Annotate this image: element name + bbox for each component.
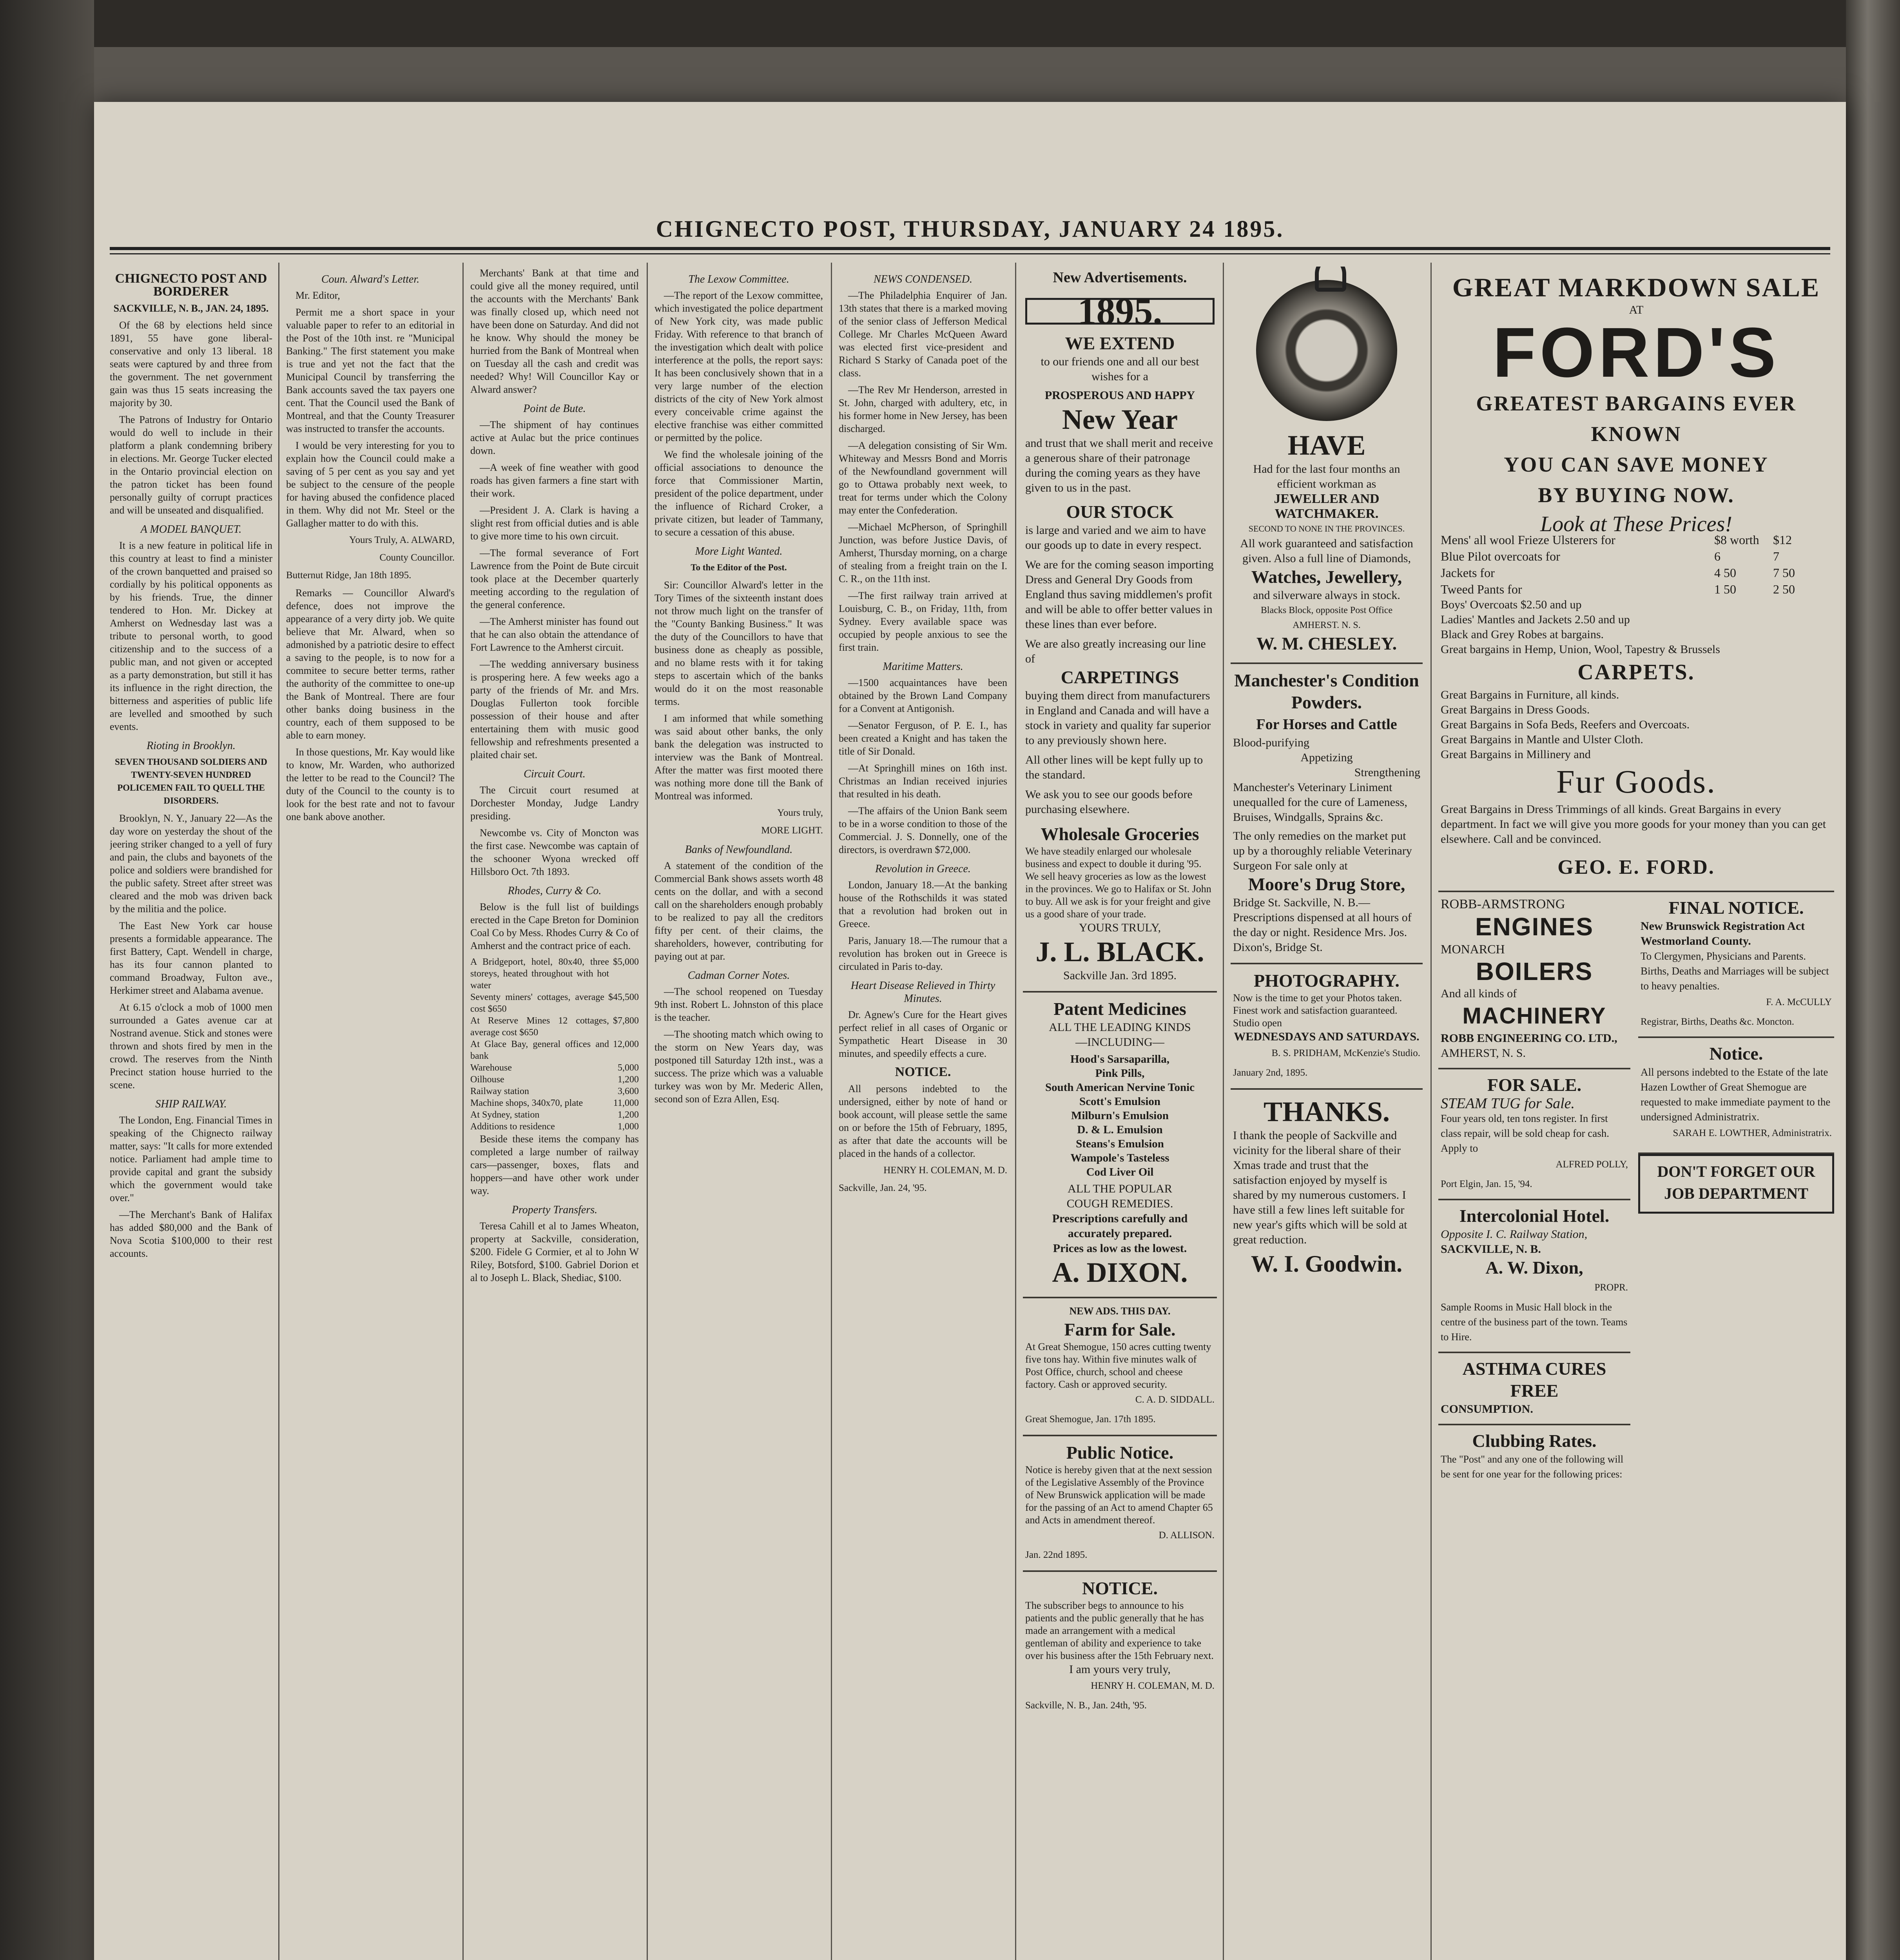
salutation: Mr. Editor, [296, 290, 340, 301]
article-paragraph: —The shooting match which owing to the storm on New Years day, was postponed till Saturday 12th inst., was a success. The prize which was a valuable turkey was won by Mr. Mederic Allen, second son of Ezra Allen, Esq. [654, 1029, 823, 1105]
trust-text: and trust that we shall merit and receive a generous share of their patronage during the coming years as they have given to us in the past. [1025, 437, 1213, 494]
medicine-item: South American Nervine Tonic [1045, 1081, 1195, 1094]
groceries-text: We have steadily enlarged our wholesale business and expect to double it during '95. We sell heavy groceries as low as the lowest in the provinces. We go to Halifax or St. John to buy. All we ask is for your freight and give us a good share of your trade. [1025, 846, 1211, 920]
article-paragraph: I am informed that while something was said about other banks, the only bank the delegation was instructed to interview was the Bank of Montreal. After the matter was first mooted there was nothing more done till the Bank of Montreal was informed. [654, 713, 823, 802]
article-paragraph: —A week of fine weather with good roads has given farmers a fine start with their work. [470, 462, 639, 499]
article-paragraph: The Patrons of Industry for Ontario would do well to include in their platform a plank condemning bribery in elections. Mr. George Tucker elected in the Ontario provincial election on the patron ticket has been found personally guilty of corrupt practices and will be unseated and disqualified. [110, 414, 272, 516]
price-item: Jackets for [1441, 566, 1495, 580]
cost-item: Warehouse [470, 1063, 512, 1073]
cost-row [470, 1015, 639, 1038]
scan-background-top [0, 0, 1900, 47]
medicines-list [1025, 1052, 1215, 1179]
carpet-text: buying them direct from manufacturers in England and Canada and will have a stock in variety and quality far superior to any previously shown here. [1025, 689, 1211, 747]
dixon-ad [1023, 993, 1217, 1298]
goodwin-ad [1231, 1090, 1423, 1288]
headline-maritime-matters: Maritime Matters. [883, 661, 963, 673]
article-paragraph: London, January 18.—At the banking house of the Rothschilds it was stated that a revolution had broken out in Greece. [839, 879, 1007, 929]
carpet-pre: We are also greatly increasing our line of [1025, 637, 1206, 665]
monarch: MONARCH [1441, 942, 1505, 956]
dont-forget: DON'T FORGET OUR JOB DEPARTMENT [1657, 1163, 1815, 1202]
blacks-block: Blacks Block, opposite Post Office [1260, 605, 1393, 615]
scan-background-left [0, 0, 94, 1960]
masthead-rule [110, 247, 1830, 250]
bargain-item: Great Bargains in Furniture, all kinds. [1441, 688, 1619, 701]
cost-row [470, 1062, 639, 1074]
headline-riot: Rioting in Brooklyn. [147, 740, 236, 752]
proprietor: PROPR. [1594, 1282, 1628, 1293]
hotel-place: SACKVILLE, N. B. [1441, 1243, 1541, 1256]
article-paragraph: —The first railway train arrived at Louisburg, C. B., on Friday, 11th, from Sydney. Every available space was occupied by people anxious to see the first train. [839, 590, 1007, 653]
year-banner: 1895. [1025, 298, 1215, 325]
article-paragraph: All persons indebted to the undersigned, either by note of hand or book account, will please settle the same on or before the 15th of February, 1895, as after that date the accounts will be placed in the hands of a collector. [839, 1083, 1007, 1159]
lower-ads [1438, 892, 1834, 1489]
notice-signature: HENRY H. COLEMAN, M. D. [883, 1165, 1007, 1176]
article-paragraph: The Circuit court resumed at Dorchester Monday, Judge Landry presiding. [470, 784, 639, 822]
paper-title: CHIGNECTO POST AND BORDERER [115, 271, 267, 299]
column-rule [647, 263, 648, 1960]
cost-value: 1,200 [618, 1110, 639, 1120]
chesley-ad [1231, 267, 1423, 664]
liniment: Manchester's Veterinary Liniment unequalled for the cure of Lameness, Bruises, Windgalls, Sprains &c. [1233, 781, 1407, 824]
price-was: 1 50 [1714, 582, 1736, 596]
headline-more-light: More Light Wanted. [695, 545, 783, 557]
strengthening: Strengthening [1354, 766, 1420, 779]
article-paragraph: —A delegation consisting of Sir Wm. Whiteway and Messrs Bond and Morris of the Newfoundland government will go to Ottawa probably next week, to treat for terms under which the Colony may enter the Confederation. [839, 440, 1007, 516]
notice-close: I am yours very truly, [1069, 1663, 1171, 1676]
robb-company: ROBB ENGINEERING CO. LTD., [1441, 1032, 1617, 1045]
article-paragraph: —Senator Ferguson, of P. E. I., has been created a Knight and has taken the title of Sir Donald. [839, 720, 1007, 757]
article-paragraph: Dr. Agnew's Cure for the Heart gives perfect relief in all cases of Organic or Sympathetic Heart Disease in 30 minutes, and speedily effects a cure. [839, 1009, 1007, 1059]
prices: Prices as low as the lowest. [1053, 1242, 1187, 1255]
machinery: MACHINERY [1462, 1003, 1606, 1029]
price-now: 7 [1773, 549, 1779, 563]
price-row [1441, 548, 1832, 564]
photography-ad [1231, 964, 1423, 1090]
article-paragraph: It is a new feature in political life in this country at least to find a minister of the crown banquetted and praised so cordially by his political opponents as by his friends. True, the dinner tendered to Hon. Mr. Dickey at Amherst on Wednesday last was a tribute to personal worth, to good citizenship and to the success of a public man, and not given or accepted as a party demonstration, but still it has its influence in the right direction, the bitterness and asperities of public life are levelled and smoothed by such events. [110, 540, 272, 732]
cost-value: 3,600 [618, 1086, 639, 1096]
notice-signature: HENRY H. COLEMAN, M. D. [1091, 1681, 1215, 1691]
article-paragraph: —1500 acquaintances have been obtained by the Brown Land Company for a Convent at Antigonish. [839, 677, 1007, 714]
article-paragraph: Brooklyn, N. Y., January 22—As the day wore on yesterday the shout of the jeering striker changed to a yell of fury and pain, the clubs and bayonets of the police and soldiers were brandished for the public safety. Street after street was cleared and the mob was driven back by the militia and the police. [110, 813, 272, 915]
estate-notice-ad [1638, 1038, 1834, 1154]
final-notice: FINAL NOTICE. [1668, 898, 1804, 918]
cough-remedies: COUGH REMEDIES. [1066, 1197, 1173, 1210]
cost-item: At Glace Bay, general offices and bank [470, 1039, 609, 1061]
cost-row [470, 1097, 639, 1109]
ford-signature: GEO. E. FORD. [1557, 856, 1715, 878]
price-row [1441, 532, 1832, 548]
price-item: Mens' all wool Frieze Ulsterers for [1441, 533, 1615, 547]
public-notice: Public Notice. [1066, 1443, 1174, 1463]
headline-ship-railway: SHIP RAILWAY. [155, 1098, 227, 1110]
public-date: Jan. 22nd 1895. [1025, 1550, 1088, 1560]
article-paragraph: Paris, January 18.—The rumour that a revolution has broken out in Greece is circulated in Paris to-day. [839, 935, 1007, 972]
carpets: CARPETS. [1577, 660, 1695, 684]
article-paragraph: The East New York car house presents a formidable appearance. The first Battery, Capt. Wendell in charge, has its four cannon planted to command Broadway, Fulton ave., Herkimer street and Alabama avenue. [110, 920, 272, 996]
black-place: Sackville Jan. 3rd 1895. [1063, 969, 1177, 982]
notice: Notice. [1709, 1044, 1763, 1063]
robb-armstrong: ROBB-ARMSTRONG [1441, 897, 1565, 911]
column-3 [470, 267, 639, 1960]
photo-days: WEDNESDAYS AND SATURDAYS. [1234, 1030, 1420, 1043]
photography: PHOTOGRAPHY. [1254, 971, 1400, 991]
appetizing: Appetizing [1300, 751, 1353, 764]
price-now: 7 50 [1773, 566, 1795, 580]
price-was: 4 50 [1714, 566, 1736, 580]
manchester-ad [1231, 664, 1423, 964]
farm-text: At Great Shemogue, 150 acres cutting twenty five tons hay. Within five minutes walk of Post Office, church, school and cheese factory. Cash or approved security. [1025, 1341, 1211, 1390]
consumption: CONSUMPTION. [1441, 1403, 1533, 1416]
thanks-text: I thank the people of Sackville and vicinity for the liberal share of their Xmas trade and trust that the satisfaction enjoyed by myself is shared by my numerous customers. I have still a few lines left suitable for new year's gifts which will be sold at great reduction. [1233, 1129, 1407, 1246]
column-5 [839, 267, 1007, 1960]
fords-name: FORD'S [1492, 313, 1780, 392]
farm-for-sale: Farm for Sale. [1064, 1319, 1176, 1339]
save-money: YOU CAN SAVE MONEY [1504, 453, 1769, 476]
article-paragraph: Permit me a short space in your valuable paper to refer to an editorial in the Post of the 10th inst. re "Municipal Banking." The first statement you make is true and yet not the fact that the Municipal Council by transferring the Bank accounts saved the tax payers one cent. That the Council used the Bank of Montreal, and that the County Treasurer was instructed to transfer the accounts. [286, 307, 455, 434]
coming-text: We are for the coming season importing Dress and General Dry Goods from England thus saving middlemen's profit and will be able to offer better values in these lines than ever before. [1025, 558, 1214, 631]
medicine-item: Scott's Emulsion [1079, 1095, 1161, 1108]
medicine-item: Milburn's Emulsion [1071, 1109, 1169, 1122]
for-sale: FOR SALE. [1487, 1075, 1582, 1095]
farm-ad [1023, 1298, 1217, 1436]
work-text: All work guaranteed and satisfaction given. Also a full line of Diamonds, [1240, 537, 1413, 565]
column-8-ads [1438, 267, 1834, 1960]
remedies: The only remedies on the market put up by a thoroughly reliable Veterinary Surgeon For sale only at [1233, 829, 1412, 872]
notice-signature: SARAH E. LOWTHER, Administratrix. [1673, 1128, 1832, 1138]
cost-row [470, 1074, 639, 1085]
column-2 [286, 267, 455, 1960]
patent-medicines: Patent Medicines [1053, 999, 1186, 1019]
aw-dixon: A. W. Dixon, [1485, 1258, 1583, 1278]
article-paragraph: Below is the full list of buildings erected in the Cape Breton for Dominion Coal Co by Mess. Rhodes Curry & Co of Amherst and the contract price of each. [470, 901, 639, 951]
sample-rooms: Sample Rooms in Music Hall block in the centre of the business part of the town. Teams to Hire. [1441, 1301, 1628, 1343]
prescriptions: Prescriptions carefully and accurately prepared. [1052, 1212, 1188, 1240]
fur-goods: Fur Goods. [1556, 764, 1717, 800]
thanks: THANKS. [1263, 1096, 1390, 1127]
letter-signature: Yours Truly, A. ALWARD, [349, 535, 455, 545]
headline-rhodes-curry: Rhodes, Curry & Co. [508, 885, 602, 897]
headline-circuit-court: Circuit Court. [524, 768, 586, 780]
letter-signature-title: County Councillor. [379, 552, 455, 563]
article-paragraph: Beside these items the company has completed a large number of railway cars—passenger, boxes, flats and hoppers—and have other work under way. [470, 1133, 639, 1196]
wholesale-groceries: Wholesale Groceries [1041, 824, 1199, 844]
column-4 [654, 267, 823, 1960]
article-paragraph: —President J. A. Clark is having a slight rest from official duties and is able to give more time to his own circuit. [470, 505, 639, 542]
medicine-item: Wampole's Tasteless [1070, 1152, 1169, 1164]
notice-place: Sackville, N. B., Jan. 24th, '95. [1025, 1700, 1147, 1711]
horses-cattle: For Horses and Cattle [1256, 716, 1397, 733]
pocket-watch-icon [1256, 280, 1397, 421]
ladies-mantles: Ladies' Mantles and Jackets 2.50 and up [1441, 613, 1630, 626]
final-notice-ad [1638, 892, 1834, 1038]
cost-table [470, 956, 639, 1132]
article-paragraph: —The school reopened on Tuesday 9th inst. Robert L. Johnston of this place is the teacher. [654, 986, 823, 1023]
price-was: 6 [1714, 549, 1721, 563]
cost-row [470, 1038, 639, 1062]
headline-news-condensed: NEWS CONDENSED. [874, 273, 972, 285]
farm-signature: C. A. D. SIDDALL. [1135, 1394, 1215, 1405]
bargain-item: Great Bargains in Millinery and [1441, 748, 1591, 761]
headline-lexow: The Lexow Committee. [688, 273, 789, 285]
photo-date: January 2nd, 1895. [1233, 1067, 1308, 1078]
price-list [1441, 532, 1832, 597]
bargain-item: Great Bargains in Sofa Beds, Reefers and Overcoats. [1441, 718, 1690, 731]
letter-signature: Yours truly, [777, 808, 823, 818]
robb-ad [1438, 892, 1630, 1069]
headline-letter: Coun. Alward's Letter. [321, 273, 420, 285]
have-heading: HAVE [1287, 430, 1366, 461]
clubbing-rates: Clubbing Rates. [1472, 1431, 1597, 1451]
hemp: Great bargains in Hemp, Union, Wool, Tapestry & Brussels [1441, 643, 1720, 656]
column-rule [831, 263, 832, 1960]
free: FREE [1510, 1381, 1559, 1401]
tug-text: Four years old, ten tons register. In first class repair, will be sold cheap for cash. Apply to [1441, 1112, 1610, 1154]
cost-value: $5,000 [613, 957, 639, 967]
robes: Black and Grey Robes at bargains. [1441, 628, 1604, 641]
new-advertisements-header: New Advertisements. [1053, 269, 1187, 286]
cost-item: At Sydney, station [470, 1110, 540, 1120]
article-paragraph: Newcombe vs. City of Moncton was the first case. Newcombe was captain of the schooner Wyona wrecked off Hillsboro Oct. 7th 1893. [470, 827, 639, 877]
medicine-item: Pink Pills, [1095, 1067, 1145, 1080]
blood-purifying: Blood-purifying [1233, 736, 1309, 749]
article-paragraph: —The formal severance of Fort Lawrence from the Point de Bute circuit took place at the December quarterly meeting according to the regulation of the general conference. [470, 547, 639, 610]
we-extend: WE EXTEND [1065, 333, 1175, 353]
price-now: 2 50 [1773, 582, 1795, 596]
column-rule [1015, 263, 1016, 1960]
column-rule [278, 263, 279, 1960]
tug-place: Port Elgin, Jan. 15, '94. [1441, 1179, 1532, 1189]
cost-value: 12,000 [613, 1039, 639, 1049]
have-text: Had for the last four months an efficient workman as [1253, 463, 1400, 490]
second-to-none: SECOND TO NONE IN THE PROVINCES. [1248, 524, 1405, 534]
lower-left-ads [1438, 892, 1630, 1489]
our-stock: OUR STOCK [1066, 502, 1174, 522]
carpetings: CARPETINGS [1061, 667, 1179, 687]
article-paragraph: —The shipment of hay continues active at Aulac but the price continues down. [470, 419, 639, 456]
column-7-ads [1231, 267, 1423, 1960]
article-paragraph: In those questions, Mr. Kay would like to know, Mr. Warden, who authorized the letter to be read to the Council? The duty of the Council to the county is to look for the best rate and not to favour one bank above another. [286, 746, 455, 822]
medicine-item: D. & L. Emulsion [1077, 1123, 1163, 1136]
cost-value: 11,000 [613, 1098, 639, 1108]
coleman-notice-ad [1023, 1572, 1217, 1721]
ford-ad [1438, 267, 1834, 892]
leading-kinds: ALL THE LEADING KINDS [1049, 1021, 1191, 1034]
price-row [1441, 564, 1832, 581]
column-6-ads [1023, 267, 1217, 1960]
boys-overcoats: Boys' Overcoats $2.50 and up [1441, 598, 1582, 611]
steam-tug: STEAM TUG for Sale. [1441, 1095, 1575, 1112]
headline-notice: NOTICE. [895, 1065, 951, 1079]
greeting: to our friends one and all our best wishes for a [1041, 355, 1199, 383]
moores-drug-store: Moore's Drug Store, [1248, 874, 1405, 894]
jl-black: J. L. BLACK. [1035, 936, 1204, 967]
engines: ENGINES [1475, 913, 1594, 941]
popular: ALL THE POPULAR [1068, 1182, 1172, 1195]
hotel-opposite: Opposite I. C. Railway Station, [1441, 1228, 1588, 1241]
price-now: $12 [1773, 533, 1792, 547]
article-paragraph: —The Merchant's Bank of Halifax has added $80,000 and the Bank of Nova Scotia $100,000 to their rest accounts. [110, 1209, 272, 1259]
tug-signature: ALFRED POLLY, [1556, 1159, 1628, 1170]
asthma-cures: ASTHMA CURES [1462, 1359, 1606, 1379]
article-paragraph: —The report of the Lexow committee, which investigated the police department of New York city, was made public Friday. With reference to that branch of the investigation which dealt with police interference at the polls, the report says: It has been conclusively shown that in a very large number of the election districts of the city of New York almost every conceivable crime against the elective franchise was either committed or permitted by the police. [654, 290, 823, 443]
cost-item: Machine shops, 340x70, plate [470, 1098, 583, 1108]
public-notice-ad [1023, 1436, 1217, 1572]
bridge-st: Bridge St. Sackville, N. B.—Prescriptions dispensed at all hours of the day or night. Residence Mrs. Jos. Dixon's, Bridge St. [1233, 896, 1412, 954]
watches: Watches, Jewellery, [1251, 567, 1402, 587]
article-paragraph: —At Springhill mines on 16th inst. Christmas an Indian received injuries that resulted in his death. [839, 762, 1007, 800]
article-paragraph: —The affairs of the Union Bank seem to be in a worse condition to those of the Commercial. J. S. Donnelly, one of the directors, is overdrawn $72,000. [839, 805, 1007, 855]
headline-point-de-bute: Point de Bute. [523, 403, 586, 415]
final-sub: New Brunswick Registration Act Westmorland County. [1641, 920, 1805, 947]
cost-row [470, 956, 639, 991]
condition-powders: Manchester's Condition Powders. [1234, 670, 1419, 712]
public-text: Notice is hereby given that at the next session of the Legislative Assembly of the Province of New Brunswick application will be made for the passing of an Act to amend Chapter 65 and Acts in amendment thereof. [1025, 1464, 1213, 1526]
asthma-ad [1438, 1353, 1630, 1425]
jeweller: JEWELLER AND WATCHMAKER. [1274, 492, 1380, 521]
article-paragraph: We find the wholesale joining of the official associations to denounce the force that Commissioner Martin, president of the police department, under the influence of Richard Croker, a private citizen, but leader of Tammany, to secure a cessation of this abuse. [654, 449, 823, 538]
headline-heart-disease: Heart Disease Relieved in Thirty Minutes. [850, 980, 995, 1005]
silver: and silverware always in stock. [1253, 589, 1400, 602]
price-item: Tweed Pants for [1441, 582, 1522, 596]
notice-text: All persons indebted to the Estate of the late Hazen Lowther of Great Shemogue are requested to make immediate payment to the undersigned Administratrix. [1641, 1066, 1831, 1123]
column-rule [1223, 263, 1224, 1960]
article-paragraph: A statement of the condition of the Commercial Bank shows assets worth 48 cents on the dollar, and with a second call on the shareholders enough probably to be realized to pay all the creditors fifty per cent. of their claims, the shareholders, however, contributing for paying out at par. [654, 860, 823, 962]
letter-signature-name: MORE LIGHT. [761, 825, 823, 836]
bargain-item: Great Bargains in Mantle and Ulster Cloth. [1441, 733, 1643, 746]
bargain-item: Great Bargains in Dress Goods. [1441, 703, 1590, 716]
article-paragraph: Teresa Cahill et al to James Wheaton, property at Sackville, consideration, $200. Fidele G Cormier, et al to John W Riley, Botsford, $100. Gabriel Dorion et al to Joseph L. Black, Shediac, $100. [470, 1220, 639, 1283]
article-paragraph: —The wedding anniversary business is prospering here. A few weeks ago a party of the friends of Mr. and Mrs. Douglas Fullerton took forcible possession of their house and after entertaining them with music good fellowship and refreshments presented a plaited chair set. [470, 659, 639, 760]
tug-ad [1438, 1069, 1630, 1200]
chesley-name: W. M. CHESLEY. [1256, 633, 1397, 653]
cost-item: Seventy miners' cottages, average cost $650 [470, 992, 604, 1014]
cost-item: At Reserve Mines 12 cottages, average cost $650 [470, 1016, 609, 1038]
lower-right-ads [1638, 892, 1834, 1489]
letter-place: Butternut Ridge, Jan 18th 1895. [286, 570, 412, 581]
column-1 [110, 267, 272, 1960]
cost-value: 5,000 [618, 1063, 639, 1073]
column-rule [462, 263, 464, 1960]
notice-place: Sackville, Jan. 24, '95. [839, 1183, 927, 1193]
look-at-prices: Look at These Prices! [1540, 512, 1732, 536]
headline-banquet: A MODEL BANQUET. [140, 523, 242, 535]
price-item: Blue Pilot overcoats for [1441, 549, 1560, 563]
job-department-ad [1638, 1154, 1834, 1214]
cost-item: Additions to residence [470, 1122, 555, 1132]
article-paragraph: Remarks — Councillor Alward's defence, does not improve the appearance of a very dirty job. We quite believe that Mr. Alward, when so admonished by a patriotic desire to effect a saving to the people, is to now for a commitee to secure better terms, rather the authority of the committee to one-up the Bank of Montreal. There are four other banks doing business in the country, each of them supposed to be able to earn money. [286, 587, 455, 741]
all-kinds: And all kinds of [1441, 987, 1517, 1000]
yours-truly: YOURS TRULY, [1079, 921, 1161, 934]
dateline: SACKVILLE, N. B., JAN. 24, 1895. [113, 303, 269, 314]
headline-banks-newfoundland: Banks of Newfoundland. [685, 844, 793, 856]
cost-item: Railway station [470, 1086, 529, 1096]
cost-value: 1,000 [618, 1122, 639, 1132]
markdown-sale: GREAT MARKDOWN SALE [1452, 272, 1820, 302]
bargains-list [1441, 688, 1832, 762]
newspaper-page [94, 102, 1846, 1960]
cost-value: $7,800 [613, 1016, 639, 1026]
column-rule [1430, 263, 1432, 1960]
public-signature: D. ALLISON. [1158, 1530, 1215, 1541]
photo-signature: B. S. PRIDHAM, McKenzie's Studio. [1271, 1048, 1420, 1058]
headline-property-transfers: Property Transfers. [511, 1204, 598, 1216]
cost-row [470, 1085, 639, 1097]
new-ads-today: NEW ADS. THIS DAY. [1069, 1305, 1171, 1317]
to-editor: To the Editor of the Post. [691, 563, 787, 572]
registrar: Registrar, Births, Deaths &c. Moncton. [1641, 1016, 1794, 1027]
other-lines: All other lines will be kept fully up to the standard. [1025, 753, 1203, 781]
stock-text: is large and varied and we aim to have our goods up to date in every respect. [1025, 524, 1206, 552]
goodwin: W. I. Goodwin. [1251, 1251, 1403, 1277]
cost-value: 1,200 [618, 1074, 639, 1085]
greatest-bargains: GREATEST BARGAINS EVER KNOWN [1476, 392, 1797, 446]
intercolonial-hotel: Intercolonial Hotel. [1459, 1206, 1610, 1226]
article-paragraph: —Michael McPherson, of Springhill Junction, was before Justice Davis, of Amherst, Thursday morning, on a charge of stealing from a freight train on the I. C. R., on the 11th inst. [839, 521, 1007, 584]
headline-revolution-greece: Revolution in Greece. [875, 863, 971, 875]
including: —INCLUDING— [1075, 1036, 1164, 1049]
trimmings: Great Bargains in Dress Trimmings of all kinds. Great Bargains in every department. In fact we will give you more goods for your money than you can get elsewhere. Call and be convinced. [1441, 803, 1826, 846]
new-year: New Year [1062, 404, 1178, 435]
cost-row [470, 991, 639, 1015]
clubbing-ad [1438, 1425, 1630, 1489]
clubbing-text: The "Post" and any one of the following will be sent for one year for the following prices: [1441, 1454, 1624, 1480]
masthead-rule-thin [110, 253, 1830, 254]
hotel-ad [1438, 1200, 1630, 1353]
article-paragraph: The London, Eng. Financial Times in speaking of the Chignecto railway matter, says: "It calls for more extended notice. Parliament had ample time to provide capital and grant the subsidy which the government would take over." [110, 1114, 272, 1203]
article-paragraph: I would be very interesting for you to explain how the Council could make a saving of 5 per cent as you say and yet be subject to the censure of the people for having abused the confidence placed in them. Why did not Mr. Steel or the Gallagher matter to do with this. [286, 440, 455, 529]
medicine-item: Hood's Sarsaparilla, [1070, 1053, 1169, 1065]
article-paragraph: Sir: Councillor Alward's letter in the Tory Times of the sixteenth instant does not throw much light on the transfer of the "County Banking Business." It was the duty of the Councillors to have that business done as cheaply as possible, and no blame rests with it for taking steps to ascertain which of the banks would do it on the most reasonable terms. [654, 579, 823, 707]
price-was: $8 worth [1714, 533, 1759, 547]
photo-text: Now is the time to get your Photos taken. Finest work and satisfaction guaranteed. Studio open [1233, 992, 1402, 1029]
medicine-item: Cod Liver Oil [1086, 1166, 1154, 1178]
article-paragraph: Merchants' Bank at that time and could give all the money required, until the accounts with the Merchants' Bank was finally closed up, which need not have been done on Saturday. And did not he know. Why should the money be hurried from the Bank of Montreal when on Tuesday all the cash and credit was needed? Why! Will Councillor Kay or Alward answer? [470, 267, 639, 395]
buying-now: BY BUYING NOW. [1538, 483, 1735, 507]
headline-cadman-corner: Cadman Corner Notes. [687, 969, 790, 982]
ford-at: AT [1629, 303, 1644, 316]
article-paragraph: At 6.15 o'clock a mob of 1000 men surrounded a Gates avenue car at Nostrand avenue. Stick and stones were thrown and shots fired by men in the crowd. The reserves from the Ninth Precinct station house hurried to the scene. [110, 1002, 272, 1091]
prosperous: PROSPEROUS AND HAPPY [1044, 389, 1195, 402]
black-ad [1023, 289, 1217, 993]
a-dixon: A. DIXON. [1052, 1257, 1188, 1288]
robb-place: AMHERST, N. S. [1441, 1047, 1526, 1060]
masthead: CHIGNECTO POST, THURSDAY, JANUARY 24 1895. [656, 216, 1284, 242]
notice-text: The subscriber begs to announce to his patients and the public generally that he has made an arrangement with a medical gentleman of ability and experience to take over his business after the 15th February next. [1025, 1600, 1214, 1661]
cost-value: $45,500 [608, 992, 639, 1002]
article-paragraph: Of the 68 by elections held since 1891, 55 have gone liberal-conservative and only 13 liberal. 18 seats were captured by and three from the government. The net government gain was thus 15 seats increasing the majority by 30. [110, 319, 272, 408]
cost-row [470, 1109, 639, 1121]
farm-place: Great Shemogue, Jan. 17th 1895. [1025, 1414, 1156, 1425]
article-paragraph: —The Amherst minister has found out that he can also obtain the attendance of Fort Lawrence to the Amherst circuit. [470, 616, 639, 653]
article-paragraph: —The Rev Mr Henderson, arrested in St. John, charged with adultery, etc, in his former home in New Jersey, has been discharged. [839, 384, 1007, 434]
ask-text: We ask you to see our goods before purchasing elsewhere. [1025, 788, 1193, 816]
cost-item: Oilhouse [470, 1074, 504, 1085]
price-row [1441, 581, 1832, 597]
notice-heading: NOTICE. [1082, 1578, 1158, 1598]
article-paragraph: —The Philadelphia Enquirer of Jan. 13th states that there is a marked moving of the senior class of Jefferson Medical College. Mr Charles McQueen Award was elected first vice-president and Richard S Starky of Canada poet of the class. [839, 290, 1007, 379]
medicine-item: Steans's Emulsion [1076, 1138, 1164, 1150]
riot-subhead: SEVEN THOUSAND SOLDIERS AND TWENTY-SEVEN HUNDRED POLICEMEN FAIL TO QUELL THE DISORDERS. [115, 757, 267, 806]
final-text: To Clergymen, Physicians and Parents. Births, Deaths and Marriages will be subject to heavy penalties. [1641, 950, 1829, 992]
cost-item: A Bridgeport, hotel, 80x40, three storeys, heated throughout with hot water [470, 957, 609, 991]
cost-row [470, 1121, 639, 1132]
mccully: F. A. McCULLY [1766, 997, 1832, 1007]
scan-background-right [1846, 0, 1900, 1960]
amherst: AMHERST. N. S. [1293, 620, 1361, 630]
boilers: BOILERS [1476, 957, 1593, 985]
